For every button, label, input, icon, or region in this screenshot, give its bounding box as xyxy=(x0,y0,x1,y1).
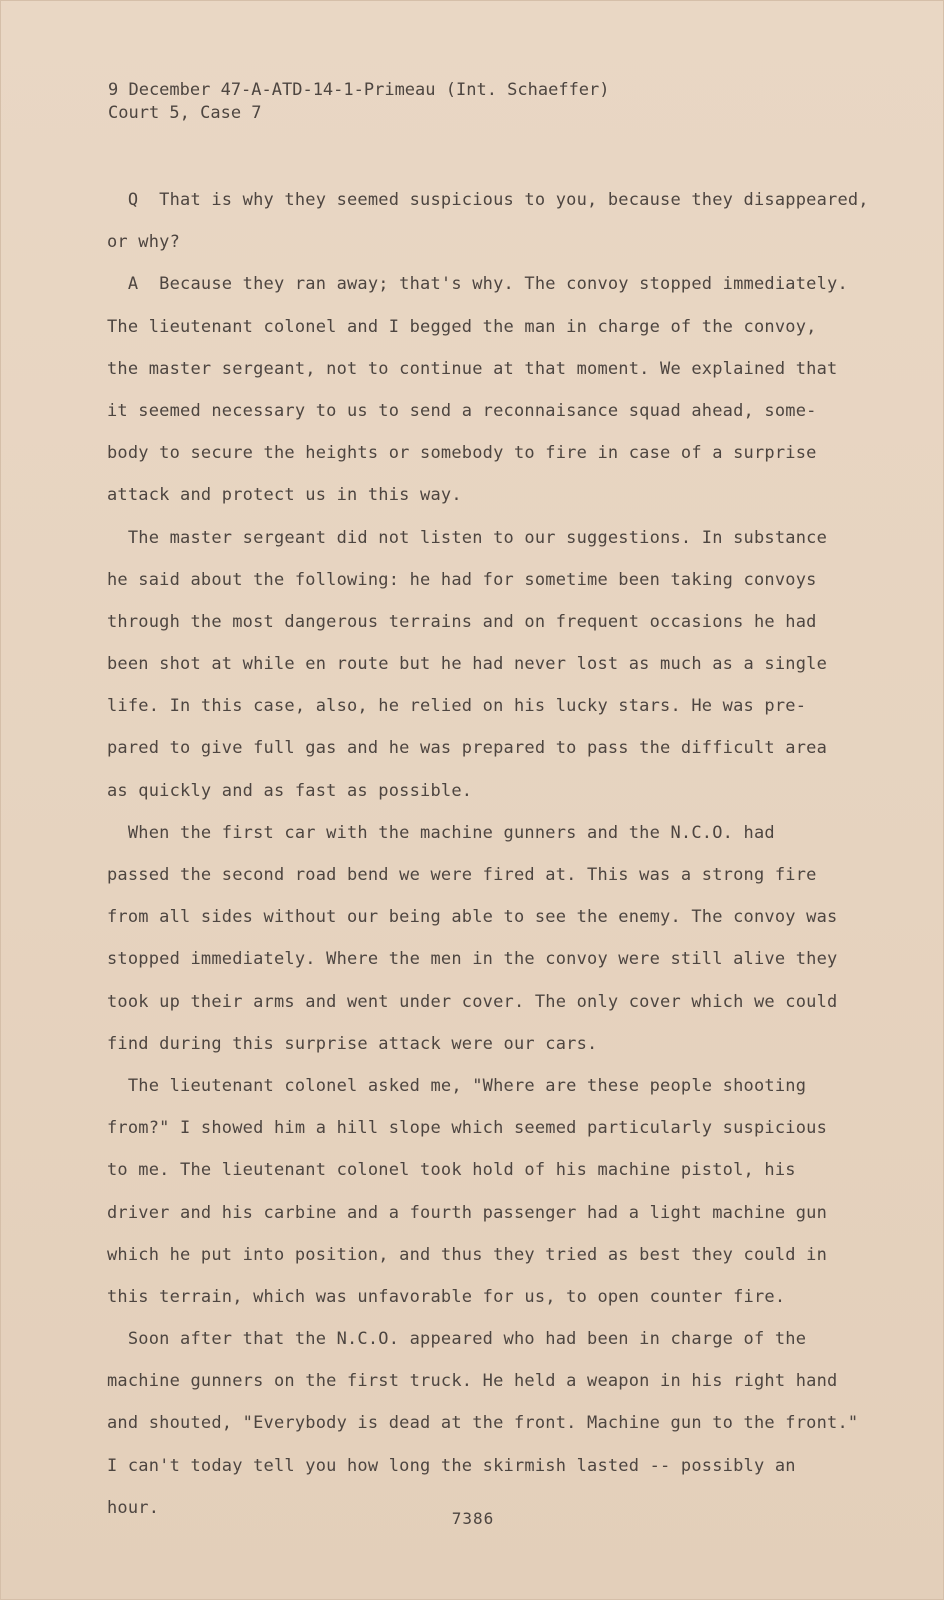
transcript-line: The lieutenant colonel asked me, "Where are these people shooting xyxy=(107,1075,807,1096)
transcript-line: from all sides without our being able to see the enemy. The convoy was xyxy=(107,907,838,928)
transcript-line: life. In this case, also, he relied on his lucky stars. He was pre- xyxy=(107,696,807,717)
transcript-line: The master sergeant did not listen to our suggestions. In substance xyxy=(107,527,828,548)
transcript-line: driver and his carbine and a fourth passenger had a light machine gun xyxy=(107,1202,828,1223)
transcript-line: stopped immediately. Where the men in the convoy were still alive they xyxy=(107,949,838,970)
transcript-line: and shouted, "Everybody is dead at the front. Machine gun to the front." xyxy=(107,1413,859,1434)
transcript-line: pared to give full gas and he was prepared to pass the difficult area xyxy=(107,738,828,759)
transcript-line: machine gunners on the first truck. He held a weapon in his right hand xyxy=(107,1371,838,1392)
transcript-line: passed the second road bend we were fired at. This was a strong fire xyxy=(107,865,817,885)
transcript-line: find during this surprise attack were our cars. xyxy=(107,1033,598,1054)
transcript-line: from?" I showed him a hill slope which seemed particularly suspicious xyxy=(107,1118,828,1139)
transcript-body xyxy=(107,179,867,1529)
page-number: 7386 xyxy=(451,1509,495,1528)
transcript-line: took up their arms and went under cover. The only cover which we could xyxy=(107,991,838,1012)
transcript-line: Q That is why they seemed suspicious to you, because they disappeared, xyxy=(107,190,869,210)
transcript-line: been shot at while en route but he had never lost as much as a single xyxy=(107,654,828,675)
header-reference-line: 9 December 47-A-ATD-14-1-Primeau (Int. Schaeffer) xyxy=(108,80,610,100)
header-court-line: Court 5, Case 7 xyxy=(108,103,262,123)
transcript-line: attack and protect us in this way. xyxy=(107,485,462,506)
transcript-line: it seemed necessary to us to send a reconnaisance squad ahead, some- xyxy=(107,400,817,421)
transcript-line: which he put into position, and thus they tried as best they could in xyxy=(107,1244,828,1265)
transcript-line: through the most dangerous terrains and on frequent occasions he had xyxy=(107,611,817,632)
transcript-line: to me. The lieutenant colonel took hold of his machine pistol, his xyxy=(107,1160,796,1181)
document-header xyxy=(108,79,610,125)
transcript-line: body to secure the heights or somebody to fire in case of a surprise xyxy=(107,443,817,464)
transcript-line: he said about the following: he had for sometime been taking convoys xyxy=(107,569,817,590)
transcript-line: I can't today tell you how long the skirmish lasted -- possibly an xyxy=(107,1455,796,1476)
transcript-line: Soon after that the N.C.O. appeared who had been in charge of the xyxy=(107,1329,807,1350)
transcript-line: this terrain, which was unfavorable for us, to open counter fire. xyxy=(107,1286,786,1307)
transcript-line: The lieutenant colonel and I begged the man in charge of the convoy, xyxy=(107,316,817,337)
transcript-line: as quickly and as fast as possible. xyxy=(107,780,473,801)
transcript-line: A Because they ran away; that's why. The convoy stopped immediately. xyxy=(107,274,848,295)
transcript-line: the master sergeant, not to continue at that moment. We explained that xyxy=(107,358,838,379)
transcript-line: When the first car with the machine gunners and the N.C.O. had xyxy=(107,822,775,843)
transcript-line: or why? xyxy=(107,232,181,253)
transcript-line: hour. xyxy=(107,1497,160,1518)
